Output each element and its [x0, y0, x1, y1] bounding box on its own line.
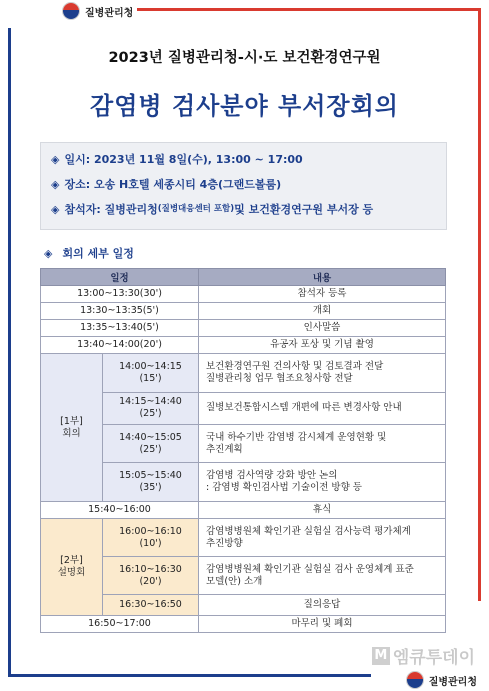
- content-line2: 질병관리청 업무 협조요청사항 전달: [206, 372, 353, 384]
- info-place: [51, 176, 436, 201]
- time-line2: (25'): [139, 408, 162, 420]
- place-value: 오송 H호텔 세종시티 4층(그랜드볼룸): [93, 178, 282, 191]
- col-header-content: 내용: [199, 269, 446, 286]
- frame-left-border: [8, 28, 11, 677]
- table-header-row: [41, 269, 446, 286]
- content-line2: 모델(안) 소개: [206, 575, 263, 587]
- time-line2: (10'): [139, 537, 162, 549]
- time-line1: 16:10~16:30: [119, 563, 182, 575]
- row-content: [199, 463, 446, 502]
- watermark-m-icon: M: [372, 647, 390, 665]
- part2-label-line2: 설명회: [57, 567, 86, 578]
- content-line2: 추진방향: [206, 537, 243, 549]
- content-line1: 국내 하수기반 감염병 감시체계 운영현황 및: [206, 431, 387, 443]
- watermark-text: 엠큐투데이: [392, 648, 475, 668]
- time-line2: (35'): [139, 482, 162, 494]
- content-line2: : 감염병 확인검사법 기술이전 방향 등: [206, 482, 362, 494]
- table-row: [41, 354, 446, 393]
- content-line1: 감염병병원체 확인기관 실험실 검사 운영체계 표준: [206, 563, 414, 575]
- table-row: [41, 337, 446, 354]
- content-line2: 추진계획: [206, 443, 243, 455]
- kdca-emblem-icon: [406, 671, 424, 689]
- row-time: [103, 519, 199, 557]
- table-row: [41, 286, 446, 303]
- section-title: [44, 245, 134, 261]
- page-title: 감염병 검사분야 부서장회의: [90, 92, 399, 120]
- frame-bottom-border: [8, 674, 371, 677]
- row-time: 13:35~13:40(5'): [41, 320, 199, 337]
- row-time: [103, 392, 199, 424]
- info-date: [51, 151, 436, 176]
- row-content: 유공자 포상 및 기념 촬영: [199, 337, 446, 354]
- row-time: [103, 354, 199, 393]
- kdca-emblem-icon: [62, 2, 80, 20]
- attendee-value-a: 질병관리청: [104, 203, 158, 216]
- page-subtitle: 2023년 질병관리청-시·도 보건환경연구원: [108, 50, 381, 66]
- attendee-value-b: 및 보건환경연구원 부서장 등: [234, 203, 374, 216]
- table-row: [41, 320, 446, 337]
- part1-label-line2: 회의: [62, 427, 81, 439]
- row-time: 16:50~17:00: [41, 616, 199, 633]
- row-content: 질의응답: [199, 595, 446, 616]
- row-content: 참석자 등록: [199, 286, 446, 303]
- date-label: 일시:: [64, 153, 91, 166]
- row-time: 16:30~16:50: [103, 595, 199, 616]
- row-content: [199, 392, 446, 424]
- diamond-bullet-icon: ◈: [51, 178, 60, 191]
- footer-watermark: [372, 643, 475, 668]
- row-time: [103, 463, 199, 502]
- col-header-time: 일정: [41, 269, 199, 286]
- time-line1: 14:00~14:15: [119, 360, 182, 372]
- content-line1: 감염병 검사역량 강화 방안 논의: [206, 470, 338, 482]
- header-org-name: 질병관리청: [85, 7, 134, 19]
- attendee-label: 참석자:: [64, 203, 101, 216]
- row-content: [199, 424, 446, 463]
- row-content: 마무리 및 폐회: [199, 616, 446, 633]
- time-line2: (25'): [139, 443, 162, 455]
- row-content: 인사말씀: [199, 320, 446, 337]
- row-time: [103, 424, 199, 463]
- row-content: [199, 557, 446, 595]
- section-title-text: 회의 세부 일정: [62, 247, 134, 260]
- part2-label-line1: [2부]: [60, 555, 83, 566]
- part1-label: [41, 354, 103, 502]
- row-time: 15:40~16:00: [41, 502, 199, 519]
- diamond-bullet-icon: ◈: [44, 246, 53, 260]
- info-box: [40, 142, 447, 230]
- place-label: 장소:: [64, 178, 91, 191]
- row-time: 13:40~14:00(20'): [41, 337, 199, 354]
- date-value: 2023년 11월 8일(수), 13:00 ~ 17:00: [93, 153, 303, 166]
- row-time: [103, 557, 199, 595]
- row-time: 13:00~13:30(30'): [41, 286, 199, 303]
- content-line1: 질병보건통합시스템 개편에 따른 변경사항 안내: [206, 402, 402, 414]
- schedule-table: [40, 268, 446, 633]
- content-line1: 감염병병원체 확인기관 실험실 검사능력 평가체계: [206, 525, 411, 537]
- time-line1: 14:15~14:40: [119, 396, 182, 408]
- row-content: 휴식: [199, 502, 446, 519]
- row-time: 13:30~13:35(5'): [41, 303, 199, 320]
- attendee-value-small: (질병대응센터 포함): [157, 204, 235, 214]
- table-row: [41, 502, 446, 519]
- part1-label-line1: [1부]: [60, 415, 83, 427]
- table-row: [41, 303, 446, 320]
- diamond-bullet-icon: ◈: [51, 153, 60, 166]
- frame-top-border: [108, 8, 481, 11]
- time-line2: (15'): [139, 372, 162, 384]
- content-line1: 보건환경연구원 건의사항 및 검토결과 전달: [206, 360, 384, 372]
- table-row: [41, 519, 446, 557]
- info-attendees: [51, 201, 436, 226]
- row-content: 개회: [199, 303, 446, 320]
- table-row: [41, 616, 446, 633]
- row-content: [199, 354, 446, 393]
- time-line1: 16:00~16:10: [119, 525, 182, 537]
- footer-org-name: 질병관리청: [428, 676, 477, 688]
- row-content: [199, 519, 446, 557]
- time-line2: (20'): [139, 575, 162, 587]
- time-line1: 15:05~15:40: [119, 470, 182, 482]
- footer-logo: [402, 671, 477, 689]
- part2-label: [41, 519, 103, 616]
- header-logo: [62, 2, 137, 20]
- time-line1: 14:40~15:05: [119, 431, 182, 443]
- diamond-bullet-icon: ◈: [51, 203, 60, 216]
